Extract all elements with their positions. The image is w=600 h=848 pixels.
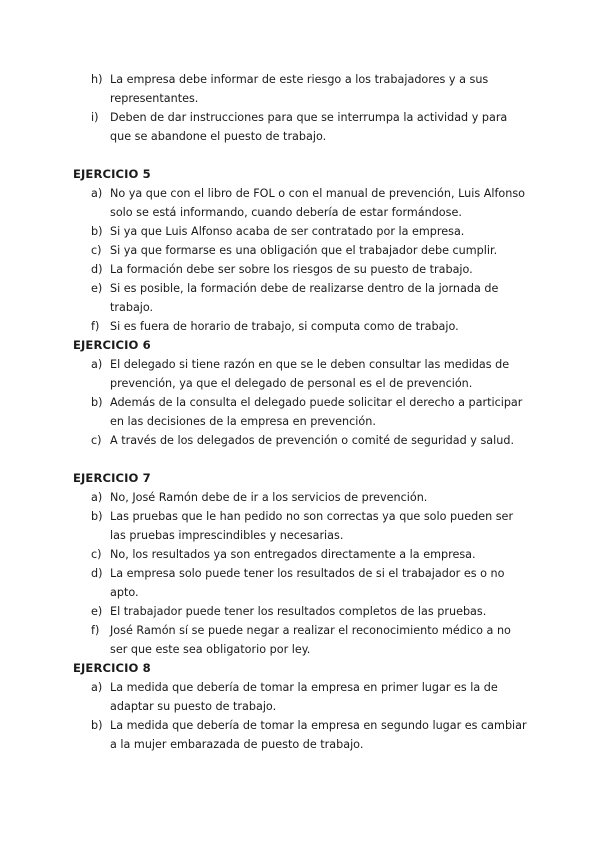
list-item	[0, 260, 600, 279]
item-text: Si es posible, la formación debe de realizarse dentro de la jornada de trabajo.	[110, 282, 499, 314]
list-item	[0, 621, 600, 659]
section-heading: EJERCICIO 6	[73, 338, 151, 352]
item-text: José Ramón sí se puede negar a realizar el reconocimiento médico a no ser que este sea obligatorio por ley.	[110, 624, 511, 656]
list-item	[0, 241, 600, 260]
list-item	[0, 393, 600, 431]
list-item	[0, 70, 600, 108]
item-text: No, José Ramón debe de ir a los servicios de prevención.	[110, 491, 428, 504]
section-heading: EJERCICIO 7	[73, 471, 151, 485]
item-text: Deben de dar instrucciones para que se interrumpa la actividad y para que se abandone el puesto de trabajo.	[110, 111, 508, 143]
item-text: Si ya que formarse es una obligación que el trabajador debe cumplir.	[110, 244, 498, 257]
item-letter: a)	[91, 491, 103, 504]
item-letter: b)	[91, 225, 103, 238]
section-heading: EJERCICIO 5	[73, 167, 151, 181]
item-letter: c)	[91, 244, 102, 257]
item-letter: i)	[91, 111, 99, 124]
item-letter: a)	[91, 681, 103, 694]
list-item	[0, 355, 600, 393]
item-text: Si es fuera de horario de trabajo, si computa como de trabajo.	[110, 320, 459, 333]
item-text: Además de la consulta el delegado puede solicitar el derecho a participar en las decisiones de la empresa en prevención.	[110, 396, 523, 428]
item-text: La medida que debería de tomar la empresa en primer lugar es la de adaptar su puesto de trabajo.	[110, 681, 498, 713]
item-letter: e)	[91, 605, 103, 618]
item-letter: d)	[91, 263, 103, 276]
item-letter: b)	[91, 510, 103, 523]
item-letter: a)	[91, 187, 103, 200]
item-letter: c)	[91, 548, 102, 561]
section-list	[0, 355, 600, 450]
item-letter: e)	[91, 282, 103, 295]
item-text: No, los resultados ya son entregados directamente a la empresa.	[110, 548, 476, 561]
item-text: El trabajador puede tener los resultados completos de las pruebas.	[110, 605, 487, 618]
section-heading: EJERCICIO 8	[73, 661, 151, 675]
section-list	[0, 184, 600, 336]
list-item	[0, 279, 600, 317]
list-item	[0, 488, 600, 507]
item-text: La formación debe ser sobre los riesgos de su puesto de trabajo.	[110, 263, 473, 276]
list-item	[0, 222, 600, 241]
item-text: El delegado si tiene razón en que se le deben consultar las medidas de prevención, ya que el delegado de personal es el de prevención.	[110, 358, 510, 390]
item-text: La medida que debería de tomar la empresa en segundo lugar es cambiar a la mujer embarazada de puesto de trabajo.	[110, 719, 527, 751]
item-text: A través de los delegados de prevención o comité de seguridad y salud.	[110, 434, 515, 447]
list-continuation	[0, 70, 600, 146]
item-letter: f)	[91, 320, 100, 333]
section-list	[0, 488, 600, 659]
item-text: No ya que con el libro de FOL o con el manual de prevención, Luis Alfonso solo se está informando, cuando debería de estar formándose.	[110, 187, 526, 219]
list-item	[0, 507, 600, 545]
list-item	[0, 108, 600, 146]
list-item	[0, 545, 600, 564]
list-item	[0, 317, 600, 336]
item-letter: h)	[91, 73, 103, 86]
item-letter: d)	[91, 567, 103, 580]
list-item	[0, 716, 600, 754]
section-list	[0, 678, 600, 754]
item-text: Las pruebas que le han pedido no son correctas ya que solo pueden ser las pruebas imprescindibles y necesarias.	[110, 510, 514, 542]
item-letter: b)	[91, 396, 103, 409]
list-item	[0, 678, 600, 716]
item-letter: b)	[91, 719, 103, 732]
item-letter: a)	[91, 358, 103, 371]
list-item	[0, 431, 600, 450]
list-item	[0, 184, 600, 222]
item-letter: f)	[91, 624, 100, 637]
list-item	[0, 564, 600, 602]
list-item	[0, 602, 600, 621]
item-text: La empresa solo puede tener los resultados de si el trabajador es o no apto.	[110, 567, 505, 599]
item-letter: c)	[91, 434, 102, 447]
item-text: Si ya que Luis Alfonso acaba de ser contratado por la empresa.	[110, 225, 465, 238]
item-text: La empresa debe informar de este riesgo a los trabajadores y a sus representantes.	[110, 73, 489, 105]
